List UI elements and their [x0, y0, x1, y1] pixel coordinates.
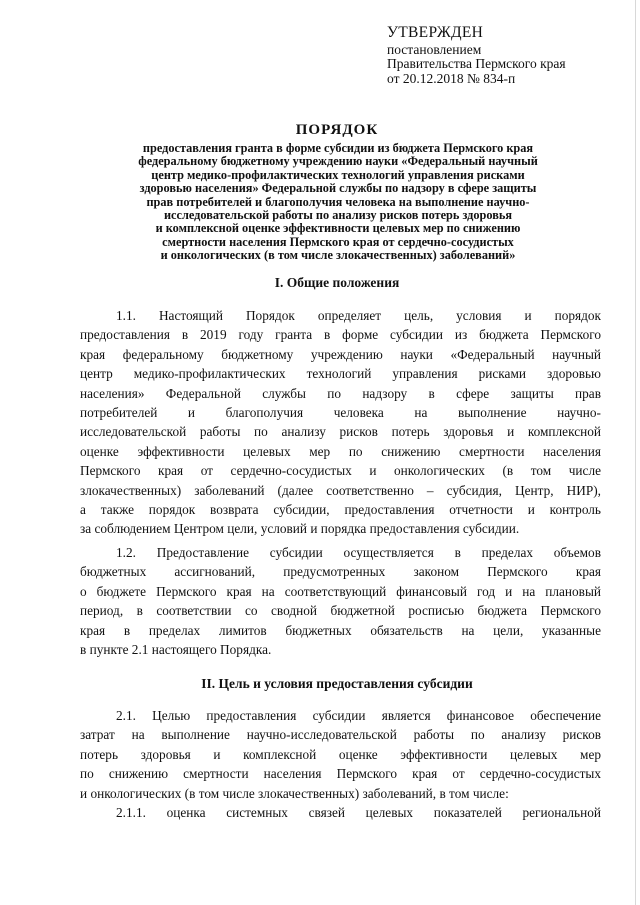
paragraph-1-2 — [80, 543, 601, 659]
approval-stamp — [387, 26, 627, 86]
subtitle-line: и комплексной оценке эффективности целевых мер по снижению — [155, 221, 521, 236]
subtitle-line: здоровью населения» Федеральной службы по надзору в сфере защиты — [139, 181, 537, 196]
text-line: исследовательской работы по анализу рисков потерь здоровья и комплексной — [80, 424, 601, 440]
text-line: центр медико-профилактических технологий управления рисками здоровью — [80, 366, 601, 382]
subtitle-line: исследовательской работы по анализу рисков потерь здоровья — [163, 208, 513, 223]
subtitle-line: и онкологических (в том числе злокачественных) заболеваний» — [160, 248, 516, 263]
approval-line: от 20.12.2018 № 834-п — [387, 70, 516, 86]
section-heading-general: I. Общие положения — [274, 275, 400, 290]
section-heading-purpose: II. Цель и условия предоставления субсидии — [201, 676, 473, 691]
text-line: затрат на выполнение научно-исследовательской работы по анализу рисков — [80, 727, 601, 743]
paragraph-1-1 — [80, 306, 601, 539]
text-line: по снижению смертности населения Пермского края от сердечно-сосудистых — [80, 766, 601, 782]
text-line: за соблюдением Центром цели, условий и порядка предоставления субсидии. — [80, 521, 520, 537]
text-line: 1.2. Предоставление субсидии осуществляется в пределах объемов — [116, 545, 601, 560]
subtitle-line: центр медико-профилактических технологий управления рисками — [151, 167, 525, 182]
paragraph-2-1 — [80, 706, 601, 803]
text-line: предоставления в 2019 году гранта в форме субсидии из бюджета Пермского — [80, 327, 601, 343]
text-line: потерь здоровья и комплексной оценке эффективности целевых мер — [80, 746, 601, 762]
text-line: о бюджете Пермского края на соответствующий финансовый год и на плановый — [80, 583, 601, 599]
text-line: края в пределах лимитов бюджетных обязательств на цели, указанные — [80, 622, 601, 638]
text-line: а также порядок возврата субсидии, предоставления отчетности и контроль — [80, 501, 601, 517]
paragraph-2-1-1 — [80, 803, 601, 822]
text-line: 2.1.1. оценка системных связей целевых показателей региональной — [116, 805, 601, 820]
text-line: оценке эффективности целевых мер по снижению смертности населения — [80, 443, 601, 459]
text-line: населения» Федеральной службы по надзору в сфере защиты прав — [80, 385, 601, 401]
document-subtitle — [88, 142, 588, 263]
text-line: злокачественных) заболеваний (далее соответственно – субсидия, Центр, НИР), — [80, 482, 601, 498]
subtitle-line: смертности населения Пермского края от сердечно-сосудистых — [162, 234, 514, 249]
approval-line: постановлением — [387, 41, 482, 57]
subtitle-line: федеральному бюджетному учреждению науки «Федеральный научный — [138, 154, 538, 169]
text-line: потребителей и благополучия человека на выполнение научно- — [80, 404, 601, 420]
text-line: и онкологических (в том числе злокачественных) заболеваний, в том числе: — [80, 785, 509, 801]
subtitle-line: предоставления гранта в форме субсидии из бюджета Пермского края — [142, 141, 534, 155]
text-line: бюджетных ассигнований, предусмотренных законом Пермского края — [80, 564, 601, 580]
approval-line: Правительства Пермского края — [387, 56, 566, 71]
text-line: края федеральному бюджетному учреждению науки «Федеральный научный — [80, 346, 601, 362]
text-line: 1.1. Настоящий Порядок определяет цель, условия и порядок — [116, 308, 601, 323]
document-title: ПОРЯДОК — [295, 122, 379, 138]
approval-heading: УТВЕРЖДЕН — [387, 24, 484, 41]
text-line: Пермского края от сердечно-сосудистых и онкологических (в том числе — [80, 463, 601, 479]
text-line: 2.1. Целью предоставления субсидии является финансовое обеспечение — [116, 708, 601, 723]
page-edge — [635, 0, 636, 905]
text-line: период, в соответствии со сводной бюджетной росписью бюджета Пермского — [80, 603, 601, 619]
text-line: в пункте 2.1 настоящего Порядка. — [80, 641, 272, 657]
subtitle-line: прав потребителей и благополучия человека на выполнение научно- — [146, 194, 530, 209]
